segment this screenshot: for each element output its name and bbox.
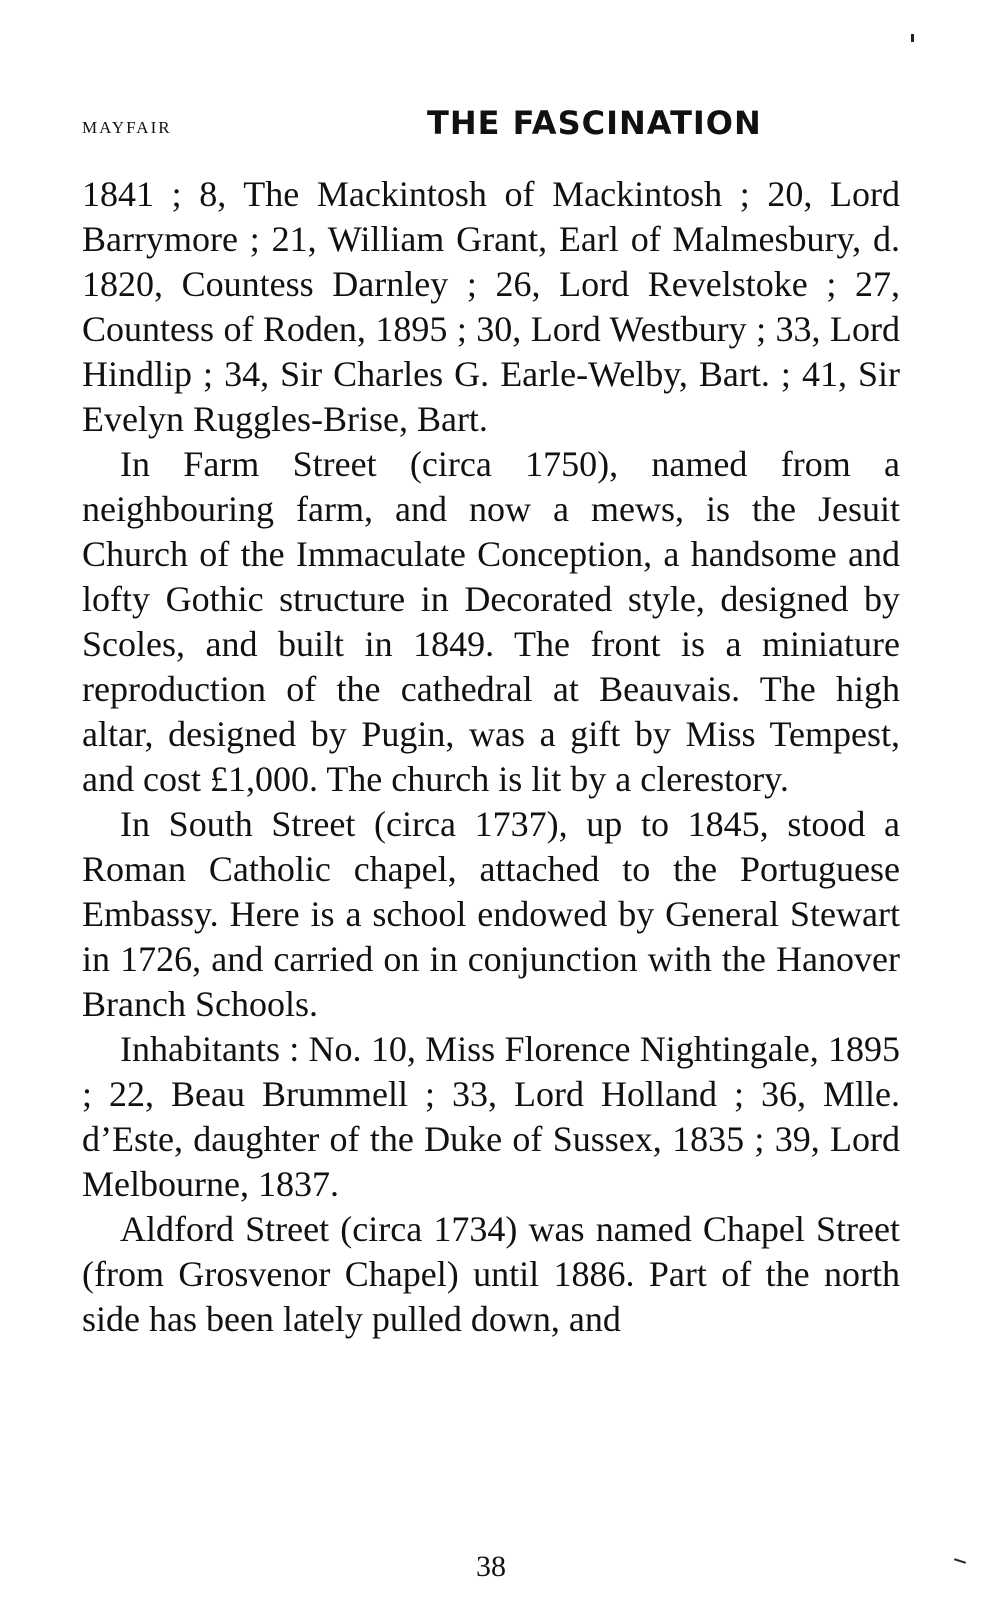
running-header [82, 104, 900, 152]
paragraph-south-street: In South Street (circa 1737), up to 1845, stood a Roman Catholic chapel, attached to the Portuguese Embassy. Here is a school endowed by General Stewart in 1726, and carried on in conjunction with the Hanover Branch Schools. [82, 804, 900, 1024]
paragraph-inhabitants-continued: 1841 ; 8, The Mackintosh of Mackintosh ; 20, Lord Barrymore ; 21, William Grant, Earl of Malmesbury, d. 1820, Countess Darnley ; 26, Lord Revelstoke ; 27, Countess of Roden, 1895 ; 30, Lord Westbury ; 33, Lord Hindlip ; 34, Sir Charles G. Earle-Welby, Bart. ; 41, Sir Evelyn Ruggles-Brise, Bart. [82, 174, 900, 439]
scan-speck [954, 1558, 966, 1564]
scan-speck [911, 34, 914, 42]
running-section-title: MAYFAIR [82, 118, 172, 137]
page-number: 38 [476, 1550, 506, 1583]
running-book-title: THE FASCINATION [427, 104, 762, 142]
paragraph-farm-street: In Farm Street (circa 1750), named from a neighbouring farm, and now a mews, is the Jesuit Church of the Immaculate Conception, a handsome and lofty Gothic structure in Decorated style, designed by Scoles, and built in 1849. The front is a miniature reproduction of the cathedral at Beauvais. The high altar, designed by Pugin, was a gift by Miss Tempest, and cost £1,000. The church is lit by a clerestory. [82, 444, 900, 799]
book-page [82, 104, 900, 1583]
page-body [82, 172, 900, 1342]
paragraph-south-street-inhabitants: Inhabitants : No. 10, Miss Florence Nightingale, 1895 ; 22, Beau Brummell ; 33, Lord Holland ; 36, Mlle. d’Este, daughter of the Duke of Sussex, 1835 ; 39, Lord Melbourne, 1837. [82, 1029, 900, 1204]
paragraph-aldford-street: Aldford Street (circa 1734) was named Chapel Street (from Grosvenor Chapel) until 1886. Part of the north side has been lately pulled down, and [82, 1209, 900, 1339]
